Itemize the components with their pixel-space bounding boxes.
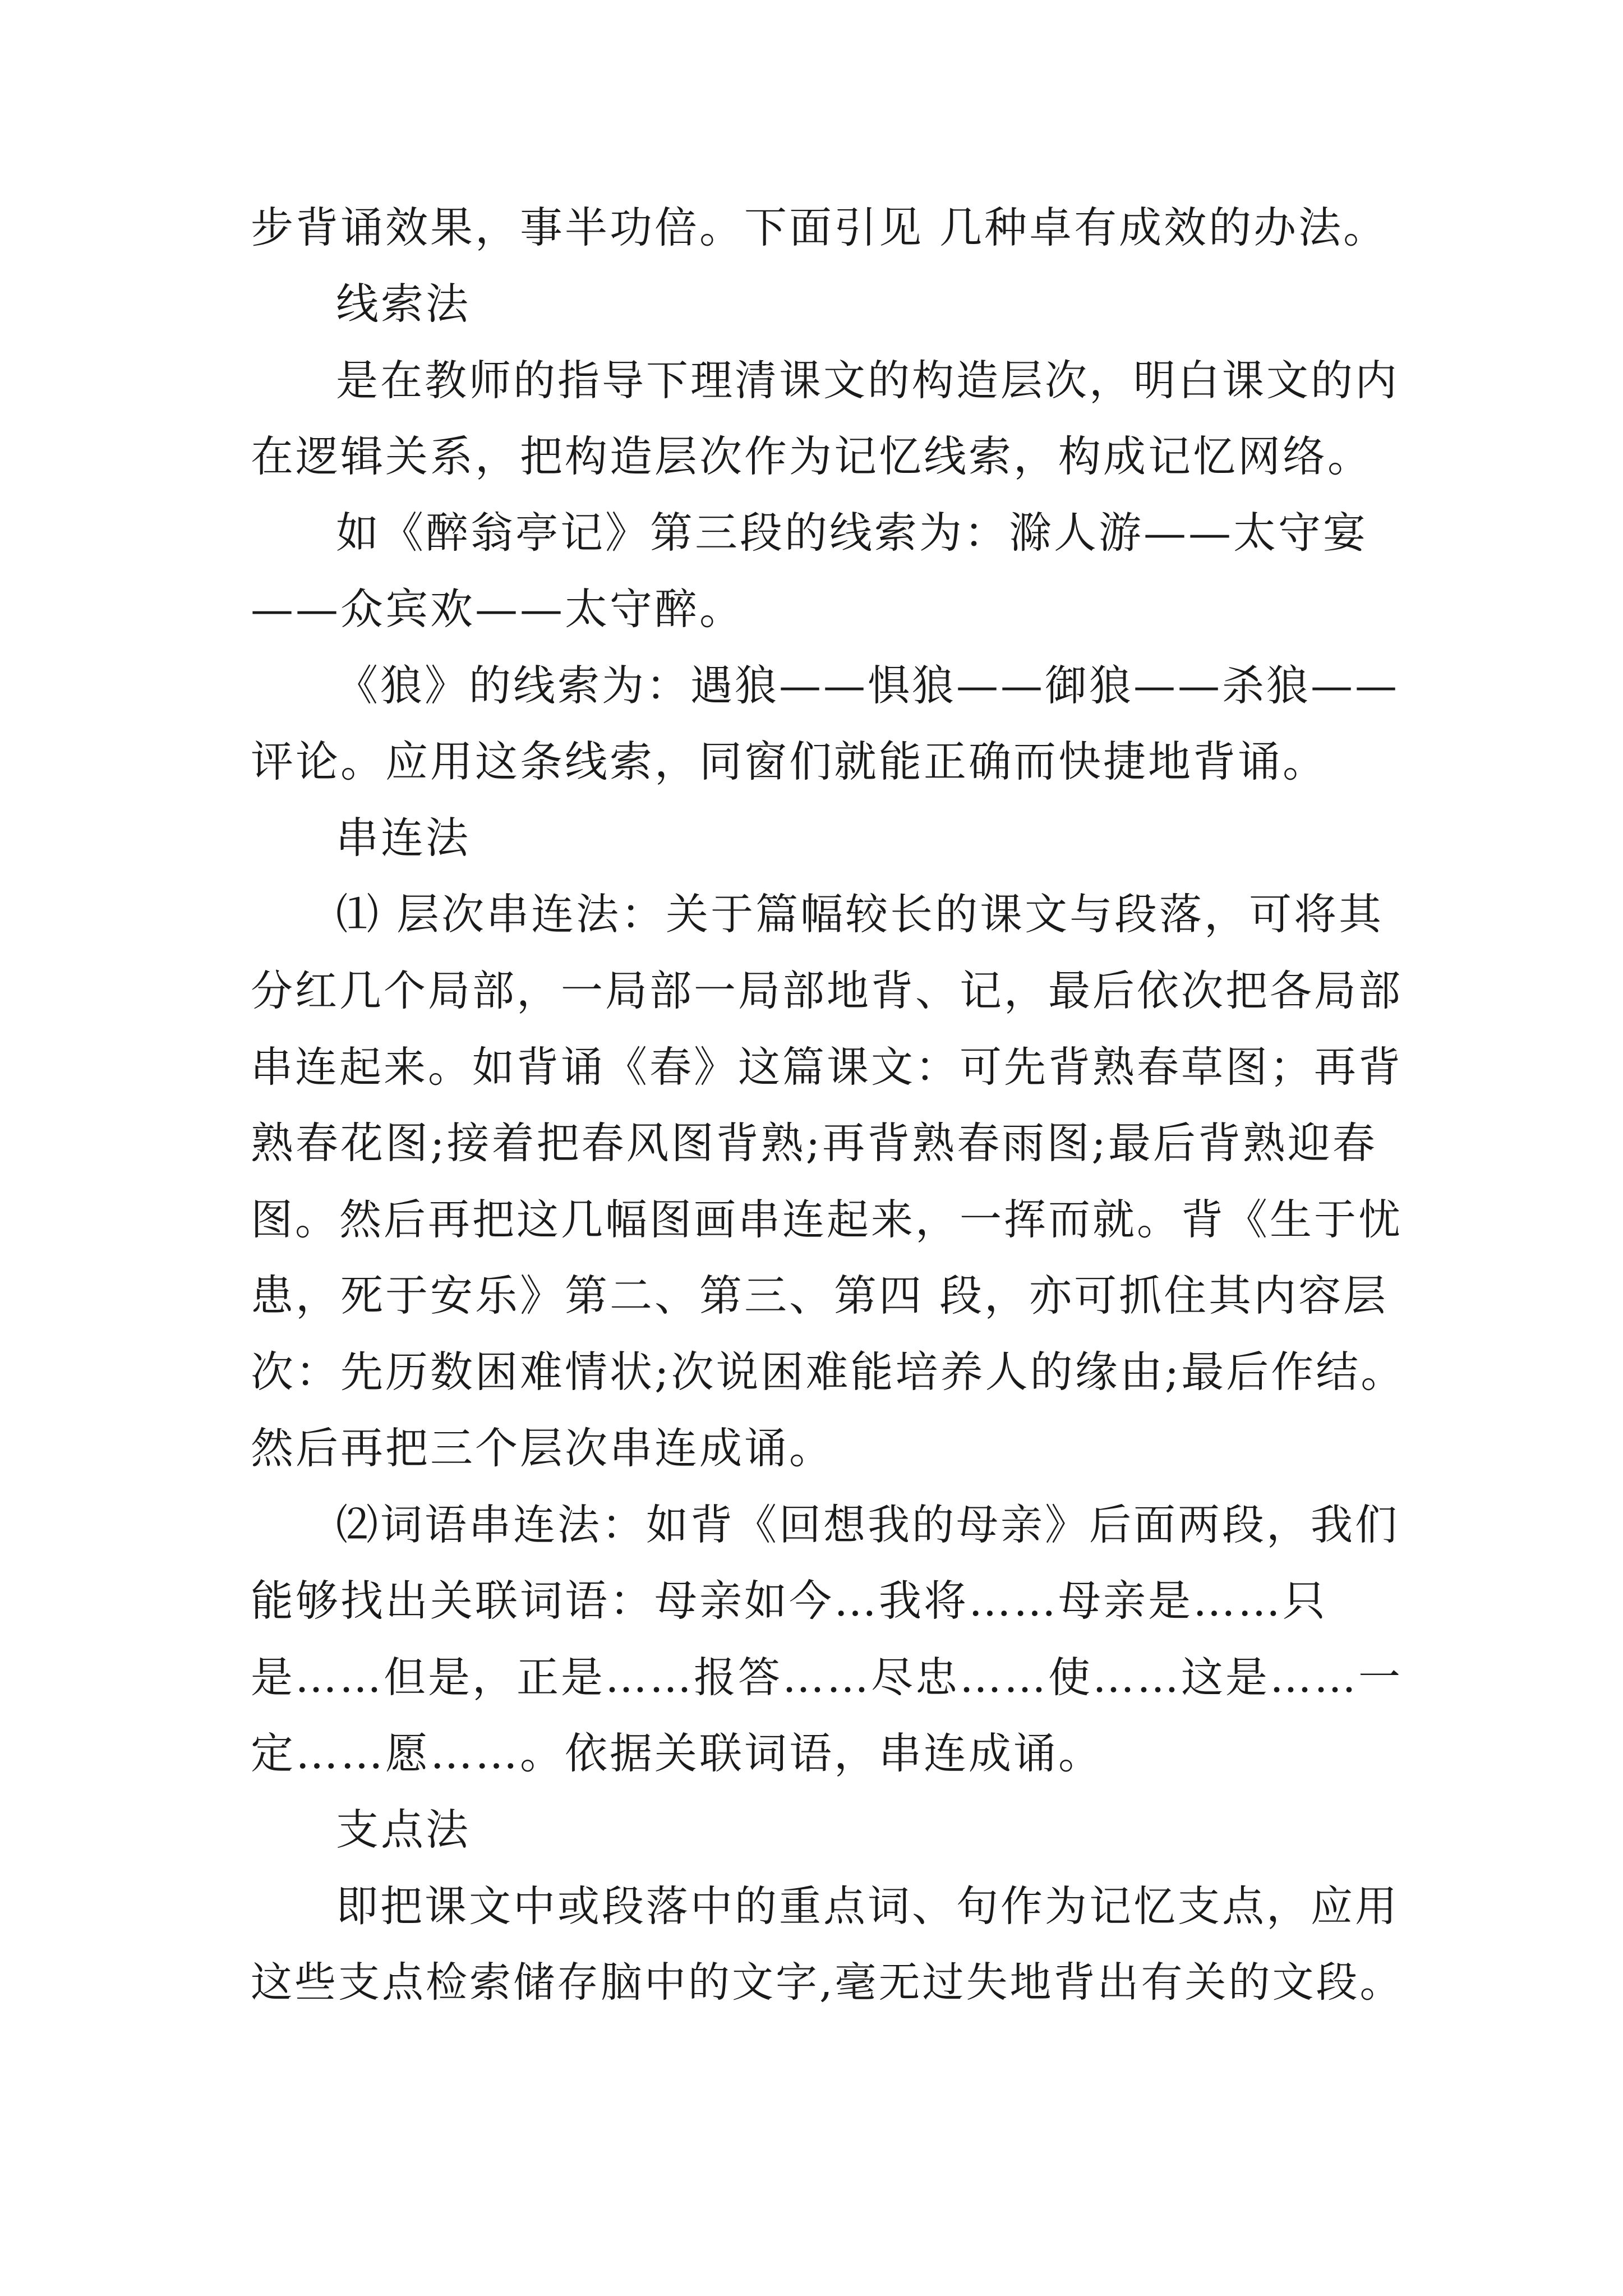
text-line: 如《醉翁亭记》第三段的线索为：滁人游——太守宴 (336, 508, 1368, 558)
text-line: 然后再把三个层次串连成诵。 (251, 1423, 834, 1473)
text-line: 评论。应用这条线索，同窗们就能正确而快捷地背诵。 (251, 737, 1327, 786)
text-line: 次：先历数困难情状;次说困难能培养人的缘由;最后作结。 (251, 1347, 1406, 1397)
text-line: 能够找出关联词语：母亲如今…我将……母亲是……只 (251, 1576, 1327, 1626)
text-line: 串连起来。如背诵《春》这篇课文：可先背熟春草图；再背 (251, 1042, 1403, 1092)
text-line: 定……愿……。依据关联词语，串连成诵。 (251, 1728, 1103, 1778)
text-line: 《狼》的线索为：遇狼——惧狼——御狼——杀狼—— (336, 661, 1400, 710)
heading-line: 线索法 (336, 279, 471, 329)
text-line: 在逻辑关系，把构造层次作为记忆线索，构成记忆网络。 (251, 431, 1372, 481)
text-line: 即把课文中或段落中的重点词、句作为记忆支点，应用 (336, 1881, 1400, 1931)
text-line: 患，死于安乐》第二、第三、第四 段，亦可抓住其内容层 (251, 1271, 1389, 1320)
text-line: 是在教师的指导下理清课文的构造层次，明白课文的内 (336, 356, 1400, 405)
text-line: 是……但是，正是……报答……尽忠……使……这是……一 (251, 1653, 1403, 1702)
text-line: ⑵词语串连法：如背《回想我的母亲》后面两段，我们 (336, 1500, 1400, 1549)
text-line: 分红几个局部，一局部一局部地背、记，最后依次把各局部 (251, 966, 1403, 1015)
text-line: ——众宾欢——太守醉。 (251, 584, 744, 634)
text-line: 图。然后再把这几幅图画串连起来，一挥而就。背《生于忧 (251, 1195, 1403, 1244)
heading-line: 串连法 (336, 813, 471, 863)
text-line: 熟春花图;接着把春风图背熟;再背熟春雨图;最后背熟迎春 (251, 1118, 1377, 1168)
text-line: ⑴ 层次串连法：关于篇幅较长的课文与段落，可将其 (336, 889, 1384, 939)
text-line: 步背诵效果，事半功倍。下面引见 几种卓有成效的办法。 (251, 203, 1389, 252)
text-line: 这些支点检索储存脑中的文字,毫无过失地背出有关的文段。 (251, 1958, 1404, 2007)
body-text (251, 190, 1406, 2021)
heading-line: 支点法 (336, 1805, 471, 1855)
